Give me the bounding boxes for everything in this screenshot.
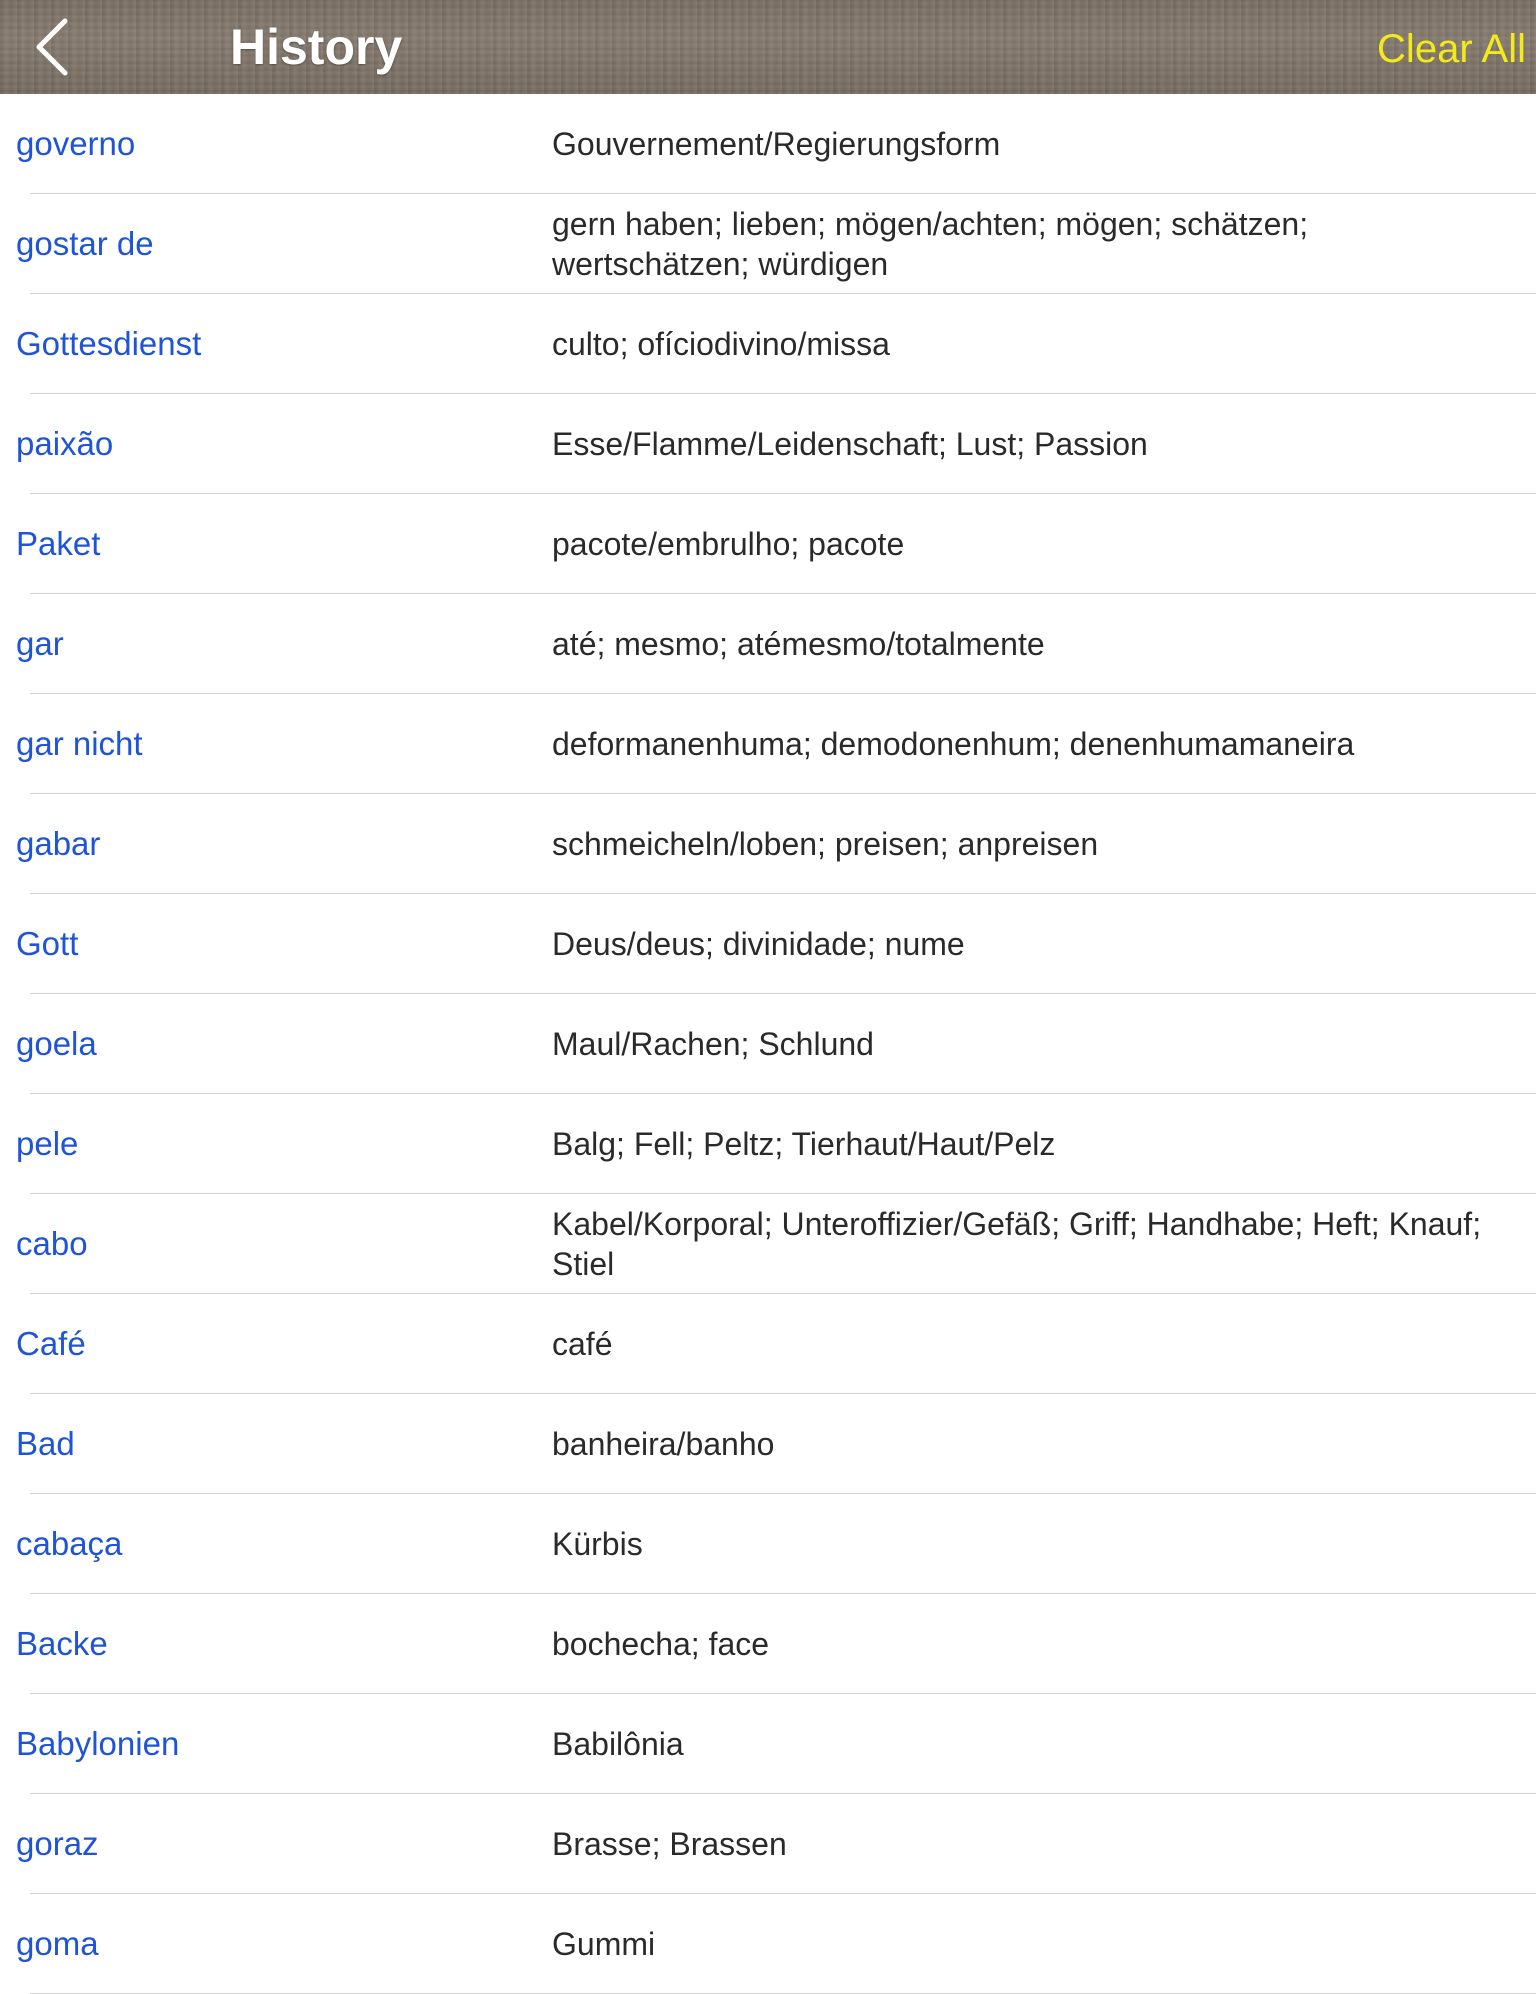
history-list — [0, 94, 1536, 1994]
history-translation: Babilônia — [552, 1726, 684, 1762]
history-term: Backe — [16, 1625, 108, 1662]
history-translation: Kabel/Korporal; Unteroffizier/Gefäß; Griff; Handhabe; Heft; Knauf; Stiel — [552, 1206, 1482, 1282]
history-row[interactable] — [0, 1494, 1536, 1594]
history-translation: Gummi — [552, 1926, 656, 1962]
history-translation: Kürbis — [552, 1526, 643, 1562]
history-translation: schmeicheln/loben; preisen; anpreisen — [552, 826, 1099, 862]
history-row[interactable] — [0, 894, 1536, 994]
history-term: Gott — [16, 925, 79, 962]
history-translation: Maul/Rachen; Schlund — [552, 1026, 874, 1062]
history-row[interactable] — [0, 1794, 1536, 1894]
history-translation: banheira/banho — [552, 1426, 775, 1462]
history-term: goela — [16, 1025, 97, 1062]
history-term: gar nicht — [16, 725, 143, 762]
history-row[interactable] — [0, 794, 1536, 894]
history-row[interactable] — [0, 1094, 1536, 1194]
history-translation: café — [552, 1326, 613, 1362]
history-row[interactable] — [0, 94, 1536, 194]
history-row[interactable] — [0, 994, 1536, 1094]
history-term: pele — [16, 1125, 79, 1162]
history-row[interactable] — [0, 694, 1536, 794]
history-term: gostar de — [16, 225, 154, 262]
history-row[interactable] — [0, 294, 1536, 394]
navigation-bar — [0, 0, 1536, 94]
history-translation: gern haben; lieben; mögen/achten; mögen; schätzen; wertschätzen; würdigen — [552, 206, 1309, 282]
history-translation: Esse/Flamme/Leidenschaft; Lust; Passion — [552, 426, 1148, 462]
history-row[interactable] — [0, 1894, 1536, 1994]
history-term: goraz — [16, 1825, 99, 1862]
history-term: gabar — [16, 825, 101, 862]
history-term: Bad — [16, 1425, 75, 1462]
history-translation: Brasse; Brassen — [552, 1826, 787, 1862]
history-translation: Deus/deus; divinidade; nume — [552, 926, 965, 962]
chevron-left-icon — [33, 17, 71, 77]
history-term: cabo — [16, 1225, 88, 1262]
history-translation: Gouvernement/Regierungsform — [552, 126, 1001, 162]
history-translation: até; mesmo; atémesmo/totalmente — [552, 626, 1045, 662]
page-title: History — [230, 19, 403, 75]
history-translation: deformanenhuma; demodonenhum; denenhumamaneira — [552, 726, 1355, 762]
history-row[interactable] — [0, 1594, 1536, 1694]
history-row[interactable] — [0, 194, 1536, 294]
clear-all-button[interactable]: Clear All — [1377, 27, 1526, 71]
history-term: Café — [16, 1325, 86, 1362]
history-term: Babylonien — [16, 1725, 180, 1762]
history-row[interactable] — [0, 1294, 1536, 1394]
history-term: governo — [16, 125, 136, 162]
history-term: paixão — [16, 425, 114, 462]
history-translation: pacote/embrulho; pacote — [552, 526, 905, 562]
history-row[interactable] — [0, 1394, 1536, 1494]
history-term: goma — [16, 1925, 99, 1962]
history-term: gar — [16, 625, 64, 662]
history-row[interactable] — [0, 1194, 1536, 1294]
history-row[interactable] — [0, 394, 1536, 494]
history-term: Gottesdienst — [16, 325, 202, 362]
history-term: cabaça — [16, 1525, 123, 1562]
history-row[interactable] — [0, 494, 1536, 594]
history-translation: bochecha; face — [552, 1626, 770, 1662]
back-button[interactable] — [22, 14, 82, 80]
history-term: Paket — [16, 525, 101, 562]
history-translation: culto; ofíciodivino/missa — [552, 326, 890, 362]
history-row[interactable] — [0, 1694, 1536, 1794]
history-translation: Balg; Fell; Peltz; Tierhaut/Haut/Pelz — [552, 1126, 1056, 1162]
history-row[interactable] — [0, 594, 1536, 694]
